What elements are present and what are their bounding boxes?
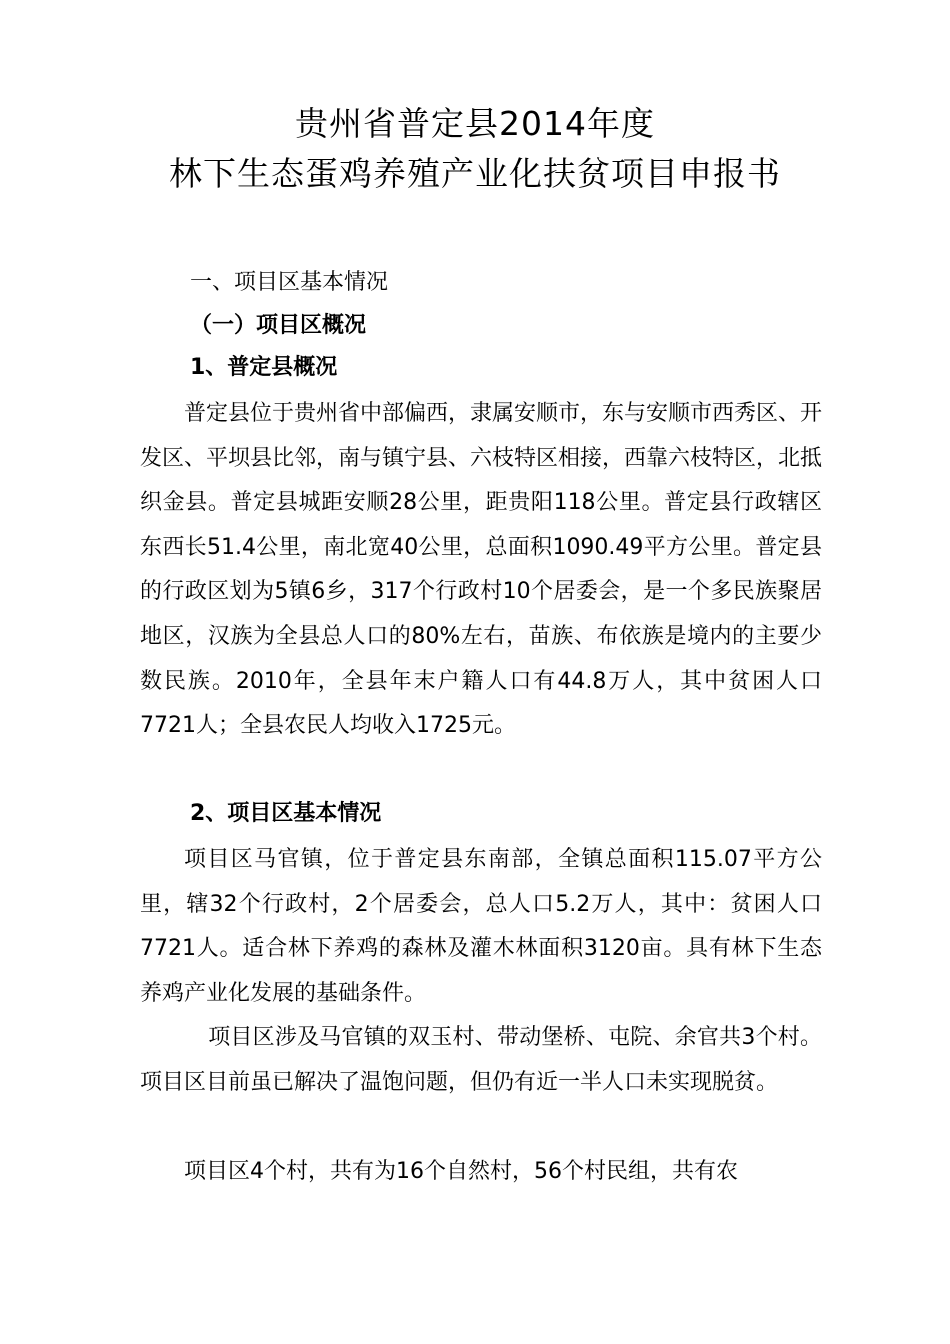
paragraph-villages: 项目区涉及马官镇的双玉村、带动堡桥、屯院、余官共3个村。项目区目前虽已解决了温饱问题，但仍有近一半人口未实现脱贫。 bbox=[140, 1025, 822, 1095]
subsection-heading-1: （一）项目区概况 bbox=[190, 313, 367, 338]
item-heading-2: 2、项目区基本情况 bbox=[190, 801, 382, 826]
document-title-line1: 贵州省普定县2014年度 bbox=[295, 104, 655, 143]
paragraph-project-area: 项目区马官镇，位于普定县东南部，全镇总面积115.07平方公里，辖32个行政村，2个居委会，总人口5.2万人，其中：贫困人口7721人。适合林下养鸡的森林及灌木林面积3120亩。具有林下生态养鸡产业化发展的基础条件。 bbox=[140, 847, 822, 1006]
document-title-line2: 林下生态蛋鸡养殖产业化扶贫项目申报书 bbox=[169, 154, 781, 193]
section-heading-1: 一、项目区基本情况 bbox=[190, 270, 389, 295]
paragraph-county-overview: 普定县位于贵州省中部偏西，隶属安顺市，东与安顺市西秀区、开发区、平坝县比邻，南与镇宁县、六枝特区相接，西靠六枝特区，北抵织金县。普定县城距安顺28公里，距贵阳118公里。普定县行政辖区东西长51.4公里，南北宽40公里，总面积1090.49平方公里。普定县的行政区划为5镇6乡，317个行政村10个居委会，是一个多民族聚居地区，汉族为全县总人口的80%左右，苗族、布依族是境内的主要少数民族。2010年，全县年末户籍人口有44.8万人，其中贫困人口7721人；全县农民人均收入1725元。 bbox=[140, 401, 823, 739]
paragraph-village-count: 项目区4个村，共有为16个自然村，56个村民组，共有农 bbox=[184, 1159, 738, 1184]
item-heading-1: 1、普定县概况 bbox=[190, 355, 338, 380]
